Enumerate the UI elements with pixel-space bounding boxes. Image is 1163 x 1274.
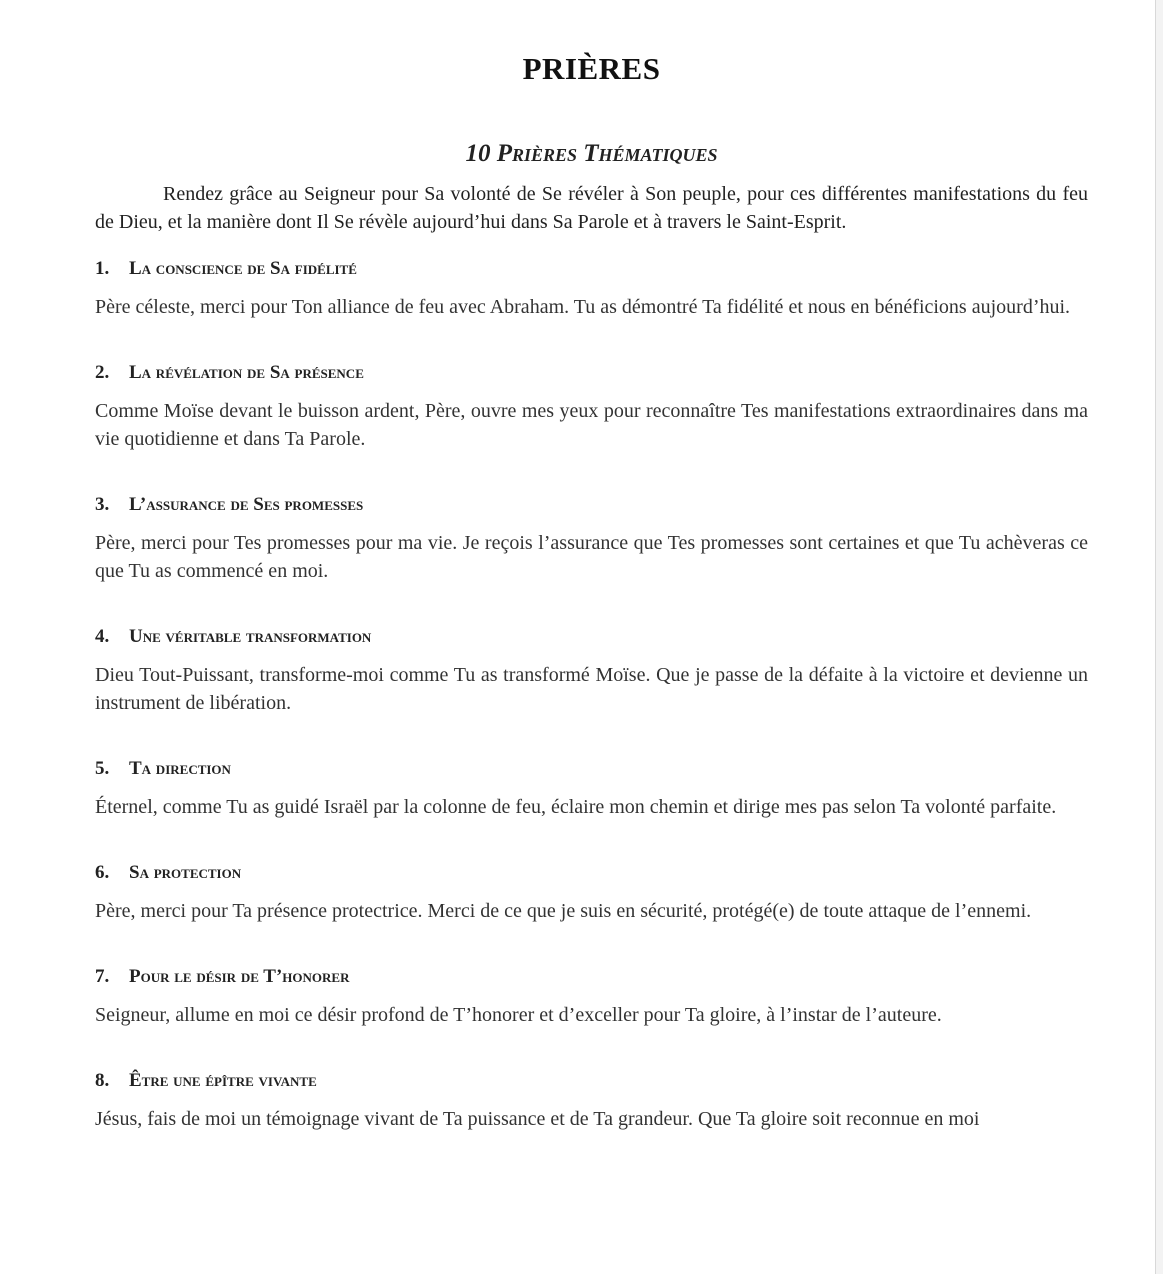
prayer-number: 1. — [95, 258, 110, 279]
prayer-text: Père céleste, merci pour Ton alliance de feu avec Abraham. Tu as démontré Ta fidélité et nous en bénéficions aujourd’hui. — [95, 296, 1071, 318]
prayer-title: Une véritable transformation — [129, 626, 372, 647]
prayer-heading — [95, 1068, 1088, 1094]
prayer-item — [95, 492, 1088, 585]
prayer-title: Sa protection — [129, 862, 242, 883]
prayer-heading — [95, 860, 1088, 886]
section-subtitle: 10 Prières Thématiques — [465, 140, 718, 167]
prayer-item — [95, 1068, 1088, 1133]
prayer-item — [95, 860, 1088, 925]
prayer-heading — [95, 624, 1088, 650]
prayer-item — [95, 756, 1088, 821]
prayer-heading — [95, 360, 1088, 386]
prayer-number: 5. — [95, 758, 110, 779]
prayer-number: 4. — [95, 626, 110, 647]
intro-paragraph: Rendez grâce au Seigneur pour Sa volonté de Se révéler à Son peuple, pour ces différentes manifestations du feu de Dieu, et la manière dont Il Se révèle aujourd’hui dans Sa Parole et à travers le Saint-Esprit. — [95, 183, 1088, 233]
prayer-number: 3. — [95, 494, 110, 515]
prayer-heading — [95, 964, 1088, 990]
prayer-text: Dieu Tout-Puissant, transforme-moi comme Tu as transformé Moïse. Que je passe de la défaite à la victoire et devienne un instrument de libération. — [95, 664, 1088, 714]
prayer-text: Comme Moïse devant le buisson ardent, Père, ouvre mes yeux pour reconnaître Tes manifestations extraordinaires dans ma vie quotidienne et dans Ta Parole. — [95, 400, 1088, 450]
prayer-title: Pour le désir de T’honorer — [129, 966, 350, 987]
page-content — [95, 0, 1088, 1133]
prayer-number: 6. — [95, 862, 110, 883]
prayer-text: Éternel, comme Tu as guidé Israël par la colonne de feu, éclaire mon chemin et dirige mes pas selon Ta volonté parfaite. — [95, 796, 1057, 818]
prayer-item — [95, 624, 1088, 717]
prayer-text: Père, merci pour Ta présence protectrice. Merci de ce que je suis en sécurité, protégé(e) de toute attaque de l’ennemi. — [95, 900, 1032, 922]
prayer-text: Jésus, fais de moi un témoignage vivant de Ta puissance et de Ta grandeur. Que Ta gloire soit reconnue en moi — [95, 1108, 980, 1130]
prayer-item — [95, 360, 1088, 453]
prayer-title: L’assurance de Ses promesses — [129, 494, 364, 515]
prayer-title: La révélation de Sa présence — [129, 362, 364, 383]
page-title: PRIÈRES — [522, 51, 661, 86]
prayer-number: 2. — [95, 362, 110, 383]
prayer-heading — [95, 756, 1088, 782]
prayer-number: 8. — [95, 1070, 110, 1091]
prayer-number: 7. — [95, 966, 110, 987]
prayer-text: Seigneur, allume en moi ce désir profond de T’honorer et d’exceller pour Ta gloire, à l’instar de l’auteure. — [95, 1004, 942, 1026]
prayer-title: Ta direction — [129, 758, 231, 779]
prayer-item — [95, 964, 1088, 1029]
prayer-heading — [95, 492, 1088, 518]
prayer-title: La conscience de Sa fidélité — [129, 258, 357, 279]
prayer-item — [95, 256, 1088, 321]
prayer-title: Être une épître vivante — [129, 1070, 317, 1091]
prayer-heading — [95, 256, 1088, 282]
prayer-text: Père, merci pour Tes promesses pour ma vie. Je reçois l’assurance que Tes promesses sont certaines et que Tu achèveras ce que Tu as commencé en moi. — [95, 532, 1088, 582]
